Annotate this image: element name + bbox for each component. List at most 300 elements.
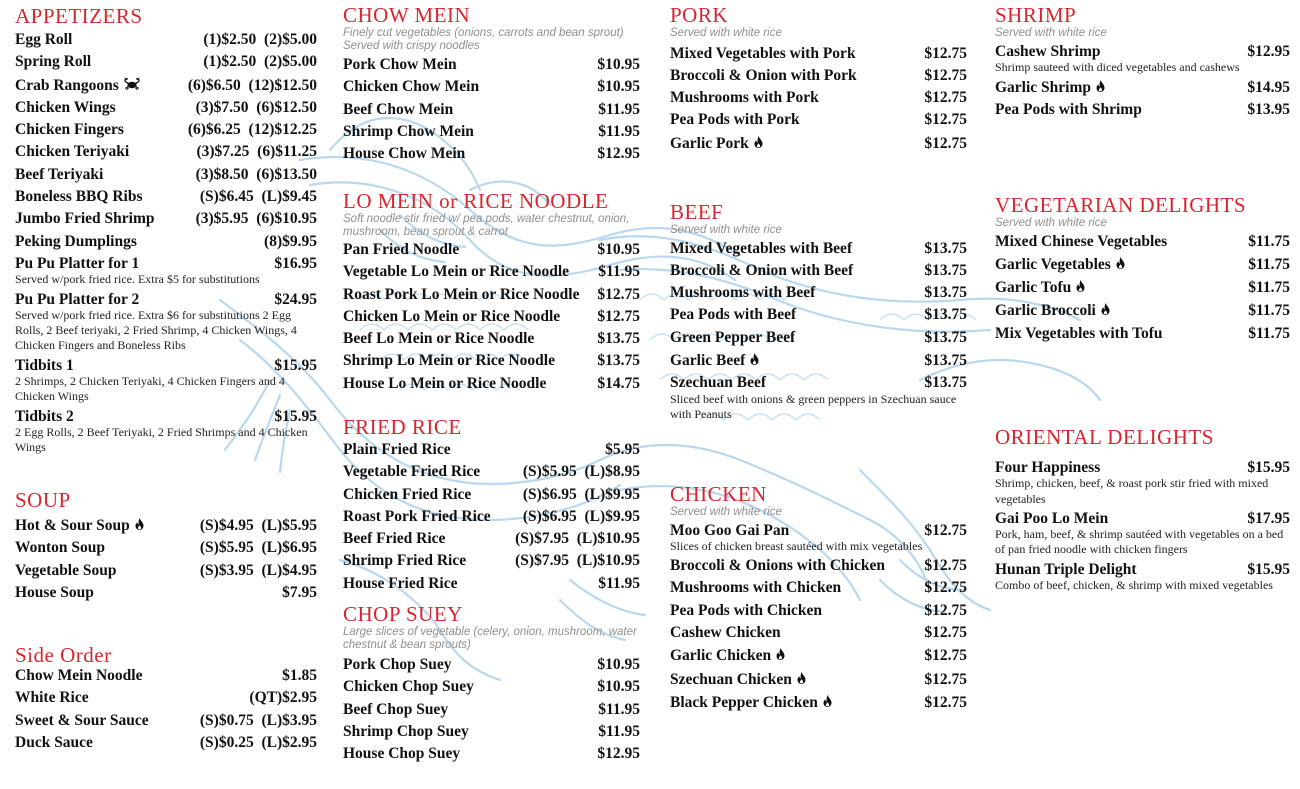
- menu-item: [15, 665, 317, 687]
- menu-item: [343, 506, 640, 528]
- item-price: $15.95: [274, 356, 317, 374]
- item-name: [15, 51, 203, 73]
- section-title: CHICKEN: [670, 482, 767, 506]
- item-price: (S)$5.95 (L)$8.95: [522, 463, 640, 481]
- item-price: $12.75: [597, 285, 640, 303]
- item-name: [15, 208, 196, 230]
- item-price: $11.95: [598, 700, 640, 718]
- item-price: $7.95: [282, 583, 317, 601]
- section-note: Large slices of vegetable (celery, onion, mushroom, water chestnut & bean sprouts): [343, 626, 637, 651]
- menu-item: [343, 528, 640, 550]
- item-price: $12.75: [924, 44, 967, 62]
- item-price: (S)$7.95 (L)$10.95: [515, 552, 640, 570]
- item-name: [670, 349, 924, 372]
- item-price: (6)$6.50 (12)$12.50: [187, 76, 317, 94]
- item-price: $13.75: [924, 374, 967, 392]
- item-name: [15, 537, 200, 559]
- item-name-text: Mixed Chinese Vegetables: [995, 232, 1168, 250]
- item-name-text: Broccoli & Onions with Chicken: [670, 557, 886, 575]
- item-name: [995, 323, 1248, 345]
- menu-item: [343, 676, 640, 698]
- item-price: (3)$5.95 (6)$10.95: [195, 210, 317, 228]
- item-price: $14.75: [597, 374, 640, 392]
- item-description: 2 Egg Rolls, 2 Beef Teriyaki, 2 Fried Shrimps and 4 Chicken Wings: [15, 424, 308, 455]
- item-name-text: Garlic Broccoli: [995, 302, 1096, 320]
- menu-item: [343, 306, 640, 328]
- column-3: [670, 0, 967, 789]
- item-name: [343, 743, 597, 765]
- item-price: (6)$6.25 (12)$12.25: [187, 121, 317, 139]
- item-name-text: Beef Fried Rice: [343, 530, 446, 548]
- menu-item: [343, 461, 640, 483]
- item-name-text: Gai Poo Lo Mein: [995, 509, 1109, 527]
- section-title: APPETIZERS: [15, 4, 143, 28]
- section-lo-mein: [343, 189, 640, 395]
- item-name: [15, 710, 200, 732]
- menu-item: [343, 261, 640, 283]
- item-name-text: Garlic Vegetables: [995, 255, 1111, 273]
- section-title: PORK: [670, 3, 729, 27]
- menu-item: [995, 231, 1290, 253]
- item-name-text: Plain Fried Rice: [343, 441, 451, 458]
- flame-icon: [1101, 299, 1110, 321]
- menu-item: [995, 323, 1290, 345]
- item-name-text: House Lo Mein or Rice Noodle: [343, 374, 547, 392]
- item-name: [343, 484, 523, 506]
- item-name: [995, 99, 1247, 121]
- item-price: $1.85: [282, 667, 317, 684]
- item-name: [343, 261, 598, 283]
- item-name-text: Vegetable Fried Rice: [343, 463, 481, 481]
- item-name-text: Shrimp Chop Suey: [343, 722, 469, 740]
- menu-item: [15, 29, 317, 51]
- menu-item: [15, 208, 317, 230]
- item-name-text: Roast Pork Lo Mein or Rice Noodle: [343, 285, 580, 303]
- item-price: $10.95: [597, 78, 640, 96]
- flame-icon: [1096, 76, 1105, 98]
- item-name-text: Vegetable Soup: [15, 561, 117, 579]
- item-price: (S)$6.45 (L)$9.45: [199, 188, 317, 206]
- item-price: (S)$0.25 (L)$2.95: [199, 733, 317, 751]
- menu-item: [15, 141, 317, 163]
- item-name-text: Chicken Fried Rice: [343, 485, 472, 503]
- item-name: [670, 600, 924, 622]
- item-name: [670, 668, 924, 691]
- item-price: $11.75: [1248, 232, 1290, 250]
- item-price: $13.95: [1247, 101, 1290, 119]
- item-name-text: Black Pepper Chicken: [670, 693, 818, 711]
- item-name-text: House Soup: [15, 583, 94, 601]
- item-name: [343, 121, 598, 143]
- item-name: [343, 676, 597, 698]
- item-description: 2 Shrimps, 2 Chicken Teriyaki, 4 Chicken Fingers and 4 Chicken Wings: [15, 374, 285, 404]
- item-name: [343, 654, 597, 676]
- item-price: $11.75: [1248, 302, 1290, 320]
- menu-item: [15, 710, 317, 732]
- item-name-text: Mixed Vegetables with Beef: [670, 239, 853, 257]
- item-name-text: Chicken Lo Mein or Rice Noodle: [343, 307, 561, 325]
- item-name: [343, 506, 523, 528]
- item-name: [670, 327, 924, 349]
- item-price: $12.95: [1247, 42, 1290, 60]
- item-name: [15, 514, 200, 537]
- item-name-text: Chicken Wings: [15, 98, 116, 116]
- item-name-text: Beef Chow Mein: [343, 100, 454, 118]
- menu-item: [670, 238, 967, 260]
- item-description: Served w/pork fried rice. Extra $5 for substitutions: [15, 272, 260, 287]
- item-name-text: Tidbits 1: [15, 356, 74, 374]
- item-name-text: Garlic Beef: [670, 351, 746, 369]
- item-description: Served w/pork fried rice. Extra $6 for substitutions 2 Egg Rolls, 2 Beef teriyaki, 2 Fried Shrimp, 4 Chicken Wings, 4 Chicken Fingers and Boneless Ribs: [15, 307, 297, 353]
- item-name-text: Sweet & Sour Sauce: [15, 711, 149, 729]
- item-price: $12.95: [597, 745, 640, 763]
- menu-item: [15, 51, 317, 73]
- item-name-text: Pea Pods with Chicken: [670, 601, 822, 619]
- menu-item: [343, 239, 640, 261]
- item-name: [343, 143, 597, 165]
- item-name-text: House Chow Mein: [343, 145, 466, 163]
- menu-item: [670, 132, 967, 155]
- item-price: $11.75: [1248, 324, 1290, 342]
- section-oriental-delights: [995, 425, 1290, 594]
- item-name: [995, 276, 1248, 299]
- item-price: (8)$9.95: [264, 232, 317, 250]
- item-price: $16.95: [274, 254, 317, 272]
- item-name-text: Pan Fried Noodle: [343, 241, 460, 258]
- item-name: [670, 622, 924, 644]
- menu-item: [995, 253, 1290, 276]
- item-price: $13.75: [924, 261, 967, 279]
- item-price: $15.95: [1247, 560, 1290, 578]
- item-price: $12.75: [924, 693, 967, 711]
- item-name: [343, 373, 597, 395]
- menu-item: [343, 573, 640, 595]
- item-price: (3)$7.25 (6)$11.25: [196, 143, 317, 161]
- item-name: [15, 164, 196, 186]
- column-2: [343, 0, 640, 789]
- item-name: [670, 87, 924, 109]
- section-chow-mein: [343, 3, 640, 165]
- menu-item: [343, 721, 640, 743]
- menu-item: [670, 327, 967, 349]
- menu-item: [15, 119, 317, 141]
- item-name: [15, 74, 188, 97]
- item-price: $12.75: [924, 579, 967, 597]
- item-name: [343, 239, 597, 261]
- item-description: Combo of beef, chicken, & shrimp with mixed vegetables: [995, 578, 1273, 593]
- menu-item: [15, 687, 317, 709]
- item-name-text: Broccoli & Onion with Pork: [670, 66, 857, 84]
- menu-item: [670, 260, 967, 282]
- menu-item: [670, 65, 967, 87]
- item-price: $12.75: [924, 557, 967, 575]
- menu-item: [15, 97, 317, 119]
- item-price: (3)$7.50 (6)$12.50: [195, 98, 317, 116]
- item-name: [343, 550, 515, 572]
- menu-item: [15, 231, 317, 253]
- item-name-text: Shrimp Chow Mein: [343, 122, 474, 140]
- menu-item: [343, 484, 640, 506]
- flame-icon: [750, 349, 759, 371]
- flame-icon: [776, 644, 785, 666]
- item-price: $15.95: [1247, 459, 1290, 476]
- item-name-text: Jumbo Fried Shrimp: [15, 210, 155, 228]
- menu-item: [343, 654, 640, 676]
- item-name: [995, 299, 1248, 322]
- item-name: [995, 76, 1247, 99]
- item-price: $11.75: [1248, 279, 1290, 297]
- section-pork: [670, 3, 967, 155]
- section-side-order: [15, 643, 317, 754]
- item-price: $13.75: [924, 306, 967, 324]
- menu-item: [670, 622, 967, 644]
- item-name: [670, 555, 924, 577]
- item-price: (QT)$2.95: [249, 689, 317, 707]
- menu-item: [15, 537, 317, 559]
- item-price: $12.75: [924, 89, 967, 107]
- item-price: $11.95: [598, 122, 640, 140]
- item-name-text: Cashew Chicken: [670, 623, 781, 641]
- menu-item: [343, 328, 640, 350]
- item-name-text: Szechuan Chicken: [670, 670, 792, 688]
- item-price: $12.75: [597, 307, 640, 325]
- item-name-text: Wonton Soup: [15, 539, 106, 557]
- section-chop-suey: [343, 602, 640, 765]
- column-4: [995, 0, 1290, 789]
- item-name: [670, 282, 924, 304]
- menu-item: [15, 732, 317, 754]
- menu-item: [15, 164, 317, 186]
- section-beef: [670, 200, 967, 423]
- menu-item: [670, 644, 967, 667]
- section-note: Served with white rice: [995, 217, 1107, 229]
- item-name-text: Spring Roll: [15, 53, 92, 71]
- item-name: [15, 665, 282, 687]
- menu-item: [670, 87, 967, 109]
- menu-item: [15, 186, 317, 208]
- flame-icon: [1076, 276, 1085, 298]
- item-name: [343, 439, 605, 461]
- menu-item: [343, 699, 640, 721]
- item-price: $10.95: [597, 656, 640, 673]
- item-name-text: Garlic Shrimp: [995, 79, 1092, 97]
- item-price: (1)$2.50 (2)$5.00: [203, 31, 317, 48]
- item-price: (3)$8.50 (6)$13.50: [195, 165, 317, 183]
- section-shrimp: [995, 3, 1290, 122]
- item-name-text: Pork Chop Suey: [343, 656, 452, 673]
- item-name-text: Duck Sauce: [15, 733, 93, 751]
- menu-item: [995, 99, 1290, 121]
- item-name-text: Mushrooms with Chicken: [670, 579, 842, 597]
- item-name-text: Four Happiness: [995, 459, 1101, 476]
- menu-item: [343, 99, 640, 121]
- item-name-text: Pu Pu Platter for 1: [15, 254, 140, 272]
- item-name-text: Pu Pu Platter for 2: [15, 290, 140, 308]
- item-name-text: Boneless BBQ Ribs: [15, 188, 143, 206]
- item-price: $12.75: [924, 66, 967, 84]
- item-name-text: Chow Mein Noodle: [15, 667, 143, 684]
- item-name: [15, 186, 200, 208]
- item-name-text: Beef Chop Suey: [343, 700, 449, 718]
- menu-item: [670, 304, 967, 326]
- item-name: [995, 231, 1248, 253]
- item-price: $15.95: [274, 407, 317, 425]
- item-name: [343, 54, 597, 76]
- menu-item: [995, 276, 1290, 299]
- item-price: $12.75: [924, 647, 967, 665]
- item-price: (1)$2.50 (2)$5.00: [203, 53, 317, 71]
- menu-item: [343, 121, 640, 143]
- item-name: [343, 284, 597, 306]
- item-price: $11.75: [1248, 255, 1290, 273]
- item-name: [670, 304, 924, 326]
- item-name-text: Vegetable Lo Mein or Rice Noodle: [343, 263, 570, 281]
- item-name: [15, 141, 196, 163]
- menu-item: [343, 550, 640, 572]
- menu-item: [670, 555, 967, 577]
- item-name-text: Hot & Sour Soup: [15, 517, 130, 534]
- section-note: Served with white rice: [670, 224, 782, 236]
- menu-item: [670, 600, 967, 622]
- item-name-text: Pea Pods with Shrimp: [995, 101, 1142, 119]
- section-vegetarian-delights: [995, 193, 1290, 345]
- section-title: SHRIMP: [995, 3, 1077, 27]
- item-price: $13.75: [924, 351, 967, 369]
- item-name: [343, 573, 598, 595]
- menu-item: [343, 76, 640, 98]
- item-name: [15, 582, 282, 604]
- item-name-text: White Rice: [15, 689, 89, 707]
- item-name-text: Pea Pods with Pork: [670, 111, 800, 129]
- section-title: SOUP: [15, 488, 71, 512]
- item-price: $12.95: [597, 145, 640, 163]
- section-title: LO MEIN or RICE NOODLE: [343, 189, 609, 213]
- menu-item: [343, 439, 640, 461]
- item-price: $13.75: [924, 328, 967, 346]
- menu-item: [670, 691, 967, 714]
- item-price: $12.75: [924, 623, 967, 641]
- item-price: (S)$3.95 (L)$4.95: [199, 561, 317, 579]
- item-name: [343, 461, 523, 483]
- item-price: $11.95: [598, 100, 640, 118]
- item-name-text: Shrimp Fried Rice: [343, 552, 467, 570]
- section-title: FRIED RICE: [343, 415, 462, 439]
- item-name: [343, 99, 598, 121]
- item-name-text: Tidbits 2: [15, 407, 74, 425]
- item-name-text: Mixed Vegetables with Pork: [670, 44, 856, 62]
- menu-item: [995, 76, 1290, 99]
- item-name-text: Green Pepper Beef: [670, 328, 796, 346]
- item-price: (S)$6.95 (L)$9.95: [522, 507, 640, 525]
- section-title: BEEF: [670, 200, 724, 224]
- item-name-text: Shrimp Lo Mein or Rice Noodle: [343, 352, 555, 370]
- section-note: Served with white rice: [670, 27, 782, 39]
- item-price: (S)$6.95 (L)$9.95: [522, 485, 640, 503]
- item-name-text: Broccoli & Onion with Beef: [670, 261, 854, 279]
- menu-item: [15, 560, 317, 582]
- menu-item: [670, 282, 967, 304]
- menu-item: [15, 582, 317, 604]
- item-price: $13.75: [924, 239, 967, 257]
- section-fried-rice: [343, 415, 640, 595]
- item-price: $12.75: [924, 111, 967, 129]
- menu-item: [343, 743, 640, 765]
- section-note: Served with white rice: [670, 506, 782, 518]
- item-name: [343, 350, 597, 372]
- item-price: $14.95: [1247, 79, 1290, 97]
- menu-item: [670, 668, 967, 691]
- menu-item: [670, 109, 967, 131]
- item-name-text: Roast Pork Fried Rice: [343, 507, 491, 525]
- item-price: $10.95: [597, 56, 640, 73]
- item-price: $12.75: [924, 601, 967, 619]
- item-name-text: Peking Dumplings: [15, 232, 137, 250]
- section-title: ORIENTAL DELIGHTS: [995, 425, 1214, 449]
- item-name: [343, 306, 597, 328]
- item-price: $13.75: [597, 330, 640, 348]
- flame-icon: [797, 668, 806, 690]
- item-name-text: House Chop Suey: [343, 745, 461, 763]
- item-name-text: Chicken Chop Suey: [343, 678, 474, 696]
- item-name-text: Garlic Tofu: [995, 279, 1072, 297]
- flame-icon: [823, 691, 832, 713]
- item-name: [670, 577, 924, 599]
- item-name-text: Hunan Triple Delight: [995, 560, 1137, 578]
- item-name: [670, 238, 924, 260]
- section-note: Served with white rice: [995, 27, 1107, 39]
- crab-icon: [124, 74, 140, 96]
- item-name: [343, 528, 515, 550]
- item-description: Sliced beef with onions & green peppers in Szechuan sauce with Peanuts: [670, 391, 957, 421]
- item-name: [15, 29, 203, 51]
- item-name-text: Garlic Pork: [670, 134, 749, 152]
- item-price: $17.95: [1247, 509, 1290, 527]
- item-name-text: Moo Goo Gai Pan: [670, 521, 790, 539]
- item-description: Slices of chicken breast sautéed with mix vegetables: [670, 538, 923, 553]
- item-name: [670, 43, 924, 65]
- column-1: [15, 0, 317, 789]
- item-name-text: Pea Pods with Beef: [670, 306, 797, 324]
- item-name-text: Pork Chow Mein: [343, 56, 457, 73]
- item-name: [15, 687, 249, 709]
- menu-item: [15, 74, 317, 97]
- menu-item: [343, 350, 640, 372]
- item-description: Pork, ham, beef, & shrimp sautéed with vegetables on a bed of pan fried noodle with chicken fingers: [995, 527, 1284, 557]
- item-price: $13.75: [597, 352, 640, 370]
- item-name-text: Mushrooms with Beef: [670, 284, 816, 302]
- item-description: Shrimp, chicken, beef, & roast pork stir fried with mixed vegetables: [995, 476, 1269, 506]
- menu-item: [670, 349, 967, 372]
- item-price: $12.75: [924, 670, 967, 688]
- section-note: Finely cut vegetables (onions, carrots and bean sprout) Served with crispy noodles: [343, 27, 624, 52]
- item-name: [670, 644, 924, 667]
- item-price: $12.75: [924, 521, 967, 539]
- item-name-text: Mix Vegetables with Tofu: [995, 324, 1163, 342]
- item-price: $11.95: [598, 263, 640, 281]
- section-appetizers: [15, 4, 317, 457]
- item-price: (S)$0.75 (L)$3.95: [199, 711, 317, 729]
- item-name-text: Beef Teriyaki: [15, 165, 104, 183]
- item-name-text: Mushrooms with Pork: [670, 89, 819, 107]
- item-price: $10.95: [597, 678, 640, 696]
- flame-icon: [135, 514, 144, 536]
- item-name: [343, 328, 597, 350]
- section-title: CHOP SUEY: [343, 602, 463, 626]
- item-name: [15, 119, 188, 141]
- item-name-text: Chicken Fingers: [15, 121, 124, 139]
- menu-item: [343, 143, 640, 165]
- item-price: $11.95: [598, 722, 640, 740]
